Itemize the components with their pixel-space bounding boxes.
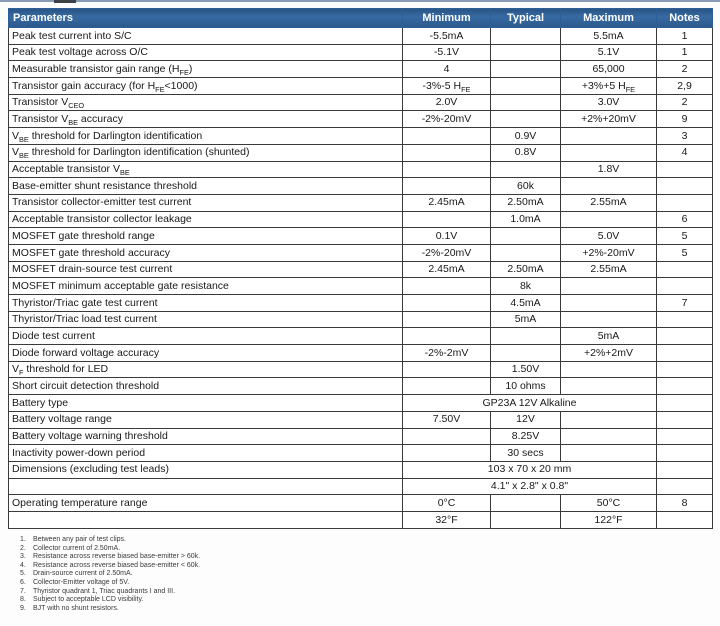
maximum-cell: [561, 295, 657, 312]
footnote: [20, 596, 200, 605]
minimum-cell: -2%-20mV: [403, 244, 491, 261]
parameters-table: [8, 8, 713, 529]
footnote-text: Collector-Emitter voltage of 5V.: [33, 578, 130, 586]
parameter-cell: Peak test current into S/C: [9, 28, 403, 45]
notes-cell: 2,9: [657, 78, 713, 95]
parameter-cell: Battery voltage warning threshold: [9, 428, 403, 445]
notes-cell: [657, 361, 713, 378]
value-cell-span: GP23A 12V Alkaline: [403, 395, 657, 412]
typical-cell: [491, 61, 561, 78]
parameter-cell: $V_{BE}$ threshold for Darlington identification (shunted): [9, 144, 403, 161]
maximum-cell: [561, 445, 657, 462]
typical-cell: 12V: [491, 411, 561, 428]
typical-cell: 0.9V: [491, 128, 561, 145]
notes-cell: 2: [657, 61, 713, 78]
footnote-number: 6.: [20, 578, 26, 586]
notes-cell: [657, 411, 713, 428]
minimum-cell: 32°F: [403, 511, 491, 528]
minimum-cell: 2.45mA: [403, 261, 491, 278]
footnote: [20, 588, 200, 597]
maximum-cell: 65,000: [561, 61, 657, 78]
notes-cell: 7: [657, 295, 713, 312]
parameter-cell: Thyristor/Triac load test current: [9, 311, 403, 328]
parameter-cell: Transistor $V_{CEO}$: [9, 94, 403, 111]
maximum-cell: +2%-20mV: [561, 244, 657, 261]
typical-cell: [491, 244, 561, 261]
notes-cell: [657, 478, 713, 495]
typical-cell: [491, 111, 561, 128]
maximum-cell: [561, 411, 657, 428]
top-edge-dark-mark: [54, 0, 76, 3]
typical-cell: 30 secs: [491, 445, 561, 462]
maximum-cell: 122°F: [561, 511, 657, 528]
minimum-cell: 0.1V: [403, 228, 491, 245]
notes-cell: 1: [657, 44, 713, 61]
column-header-parameters: Parameters: [9, 9, 403, 28]
typical-cell: 60k: [491, 178, 561, 195]
parameter-cell: Acceptable transistor $V_{BE}$: [9, 161, 403, 178]
parameter-cell: [9, 478, 403, 495]
maximum-cell: [561, 211, 657, 228]
parameter-cell: [9, 511, 403, 528]
table-row: [9, 111, 713, 128]
footnotes-list: [20, 536, 200, 613]
notes-cell: [657, 378, 713, 395]
typical-cell: 4.5mA: [491, 295, 561, 312]
maximum-cell: 5.1V: [561, 44, 657, 61]
maximum-cell: +2%+20mV: [561, 111, 657, 128]
notes-cell: 5: [657, 228, 713, 245]
maximum-cell: [561, 128, 657, 145]
parameter-cell: Diode test current: [9, 328, 403, 345]
minimum-cell: [403, 128, 491, 145]
typical-cell: 8k: [491, 278, 561, 295]
footnote-text: Subject to acceptable LCD visibility.: [33, 596, 144, 604]
minimum-cell: [403, 378, 491, 395]
footnote-number: 8.: [20, 596, 26, 604]
footnote-number: 1.: [20, 536, 26, 543]
table-row: [9, 478, 713, 495]
minimum-cell: 0°C: [403, 495, 491, 512]
maximum-cell: 1.8V: [561, 161, 657, 178]
typical-cell: 2.50mA: [491, 261, 561, 278]
notes-cell: [657, 395, 713, 412]
footnote: [20, 545, 200, 554]
footnote: [20, 536, 200, 545]
table-row: [9, 244, 713, 261]
typical-cell: [491, 94, 561, 111]
notes-cell: [657, 261, 713, 278]
notes-cell: 2: [657, 94, 713, 111]
table-row: [9, 461, 713, 478]
maximum-cell: [561, 278, 657, 295]
notes-cell: [657, 328, 713, 345]
maximum-cell: 50°C: [561, 495, 657, 512]
typical-cell: [491, 161, 561, 178]
typical-cell: [491, 345, 561, 362]
parameter-cell: Transistor $V_{BE}$ accuracy: [9, 111, 403, 128]
typical-cell: [491, 228, 561, 245]
footnote: [20, 553, 200, 562]
minimum-cell: 4: [403, 61, 491, 78]
footnote-number: 4.: [20, 561, 26, 569]
typical-cell: 1.50V: [491, 361, 561, 378]
footnote: [20, 562, 200, 571]
table-row: [9, 28, 713, 45]
notes-cell: [657, 345, 713, 362]
notes-cell: [657, 445, 713, 462]
parameter-cell: Measurable transistor gain range $(H_{FE})$: [9, 61, 403, 78]
minimum-cell: 7.50V: [403, 411, 491, 428]
minimum-cell: [403, 295, 491, 312]
typical-cell: [491, 78, 561, 95]
footnote-number: 7.: [20, 587, 26, 595]
value-cell-span: 4.1" x 2.8" x 0.8": [403, 478, 657, 495]
minimum-cell: [403, 178, 491, 195]
typical-cell: 1.0mA: [491, 211, 561, 228]
footnote-text: Thyristor quadrant 1, Triac quadrants I and III.: [33, 587, 176, 595]
table-row: [9, 378, 713, 395]
minimum-cell: [403, 278, 491, 295]
notes-cell: [657, 311, 713, 328]
table-row: [9, 161, 713, 178]
column-header-notes: Notes: [657, 9, 713, 28]
typical-cell: 2.50mA: [491, 194, 561, 211]
maximum-cell: [561, 361, 657, 378]
maximum-cell: +2%+2mV: [561, 345, 657, 362]
footnote-number: 3.: [20, 553, 26, 561]
table-row: [9, 428, 713, 445]
maximum-cell: [561, 378, 657, 395]
table-row: [9, 278, 713, 295]
footnote-number: 9.: [20, 604, 26, 612]
notes-cell: [657, 194, 713, 211]
maximum-cell: 3.0V: [561, 94, 657, 111]
top-edge-artifact: [0, 0, 720, 2]
notes-cell: 6: [657, 211, 713, 228]
notes-cell: 5: [657, 244, 713, 261]
minimum-cell: [403, 361, 491, 378]
footnote-text: Collector current of 2.50mA.: [33, 544, 121, 552]
typical-cell: 0.8V: [491, 144, 561, 161]
table-row: [9, 144, 713, 161]
table-row: [9, 78, 713, 95]
parameter-cell: Thyristor/Triac gate test current: [9, 295, 403, 312]
table-header-row: [9, 9, 713, 28]
notes-cell: 3: [657, 128, 713, 145]
parameter-cell: Inactivity power-down period: [9, 445, 403, 462]
notes-cell: [657, 278, 713, 295]
table-row: [9, 445, 713, 462]
column-header-minimum: Minimum: [403, 9, 491, 28]
parameter-cell: Transistor gain accuracy (for $H_{FE}<1000$): [9, 78, 403, 95]
table-row: [9, 411, 713, 428]
footnote-number: 2.: [20, 544, 26, 552]
notes-cell: 9: [657, 111, 713, 128]
parameter-cell: MOSFET gate threshold range: [9, 228, 403, 245]
typical-cell: [491, 28, 561, 45]
table-row: [9, 495, 713, 512]
footnote: [20, 570, 200, 579]
typical-cell: [491, 495, 561, 512]
minimum-cell: 2.45mA: [403, 194, 491, 211]
parameter-cell: MOSFET drain-source test current: [9, 261, 403, 278]
footnote: [20, 579, 200, 588]
maximum-cell: [561, 428, 657, 445]
parameter-cell: MOSFET gate threshold accuracy: [9, 244, 403, 261]
maximum-cell: [561, 178, 657, 195]
minimum-cell: -5.5mA: [403, 28, 491, 45]
table-row: [9, 128, 713, 145]
minimum-cell: 2.0V: [403, 94, 491, 111]
parameter-cell: $V_F$ threshold for LED: [9, 361, 403, 378]
table-row: [9, 395, 713, 412]
table-row: [9, 511, 713, 528]
notes-cell: [657, 461, 713, 478]
minimum-cell: -5.1V: [403, 44, 491, 61]
minimum-cell: [403, 445, 491, 462]
typical-cell: [491, 511, 561, 528]
table-row: [9, 44, 713, 61]
table-row: [9, 94, 713, 111]
footnote-text: Resistance across reverse biased base-emitter > 60k.: [33, 553, 201, 561]
typical-cell: 10 ohms: [491, 378, 561, 395]
maximum-cell: 2.55mA: [561, 261, 657, 278]
typical-cell: 8.25V: [491, 428, 561, 445]
notes-cell: 4: [657, 144, 713, 161]
typical-cell: 5mA: [491, 311, 561, 328]
table-row: [9, 194, 713, 211]
parameter-cell: Battery type: [9, 395, 403, 412]
parameter-cell: Diode forward voltage accuracy: [9, 345, 403, 362]
footnote-text: BJT with no shunt resistors.: [33, 604, 119, 612]
parameter-cell: Base-emitter shunt resistance threshold: [9, 178, 403, 195]
table-row: [9, 328, 713, 345]
notes-cell: [657, 511, 713, 528]
maximum-cell: 5mA: [561, 328, 657, 345]
minimum-cell: -3%-5 $H_{FE}$: [403, 78, 491, 95]
table-row: [9, 311, 713, 328]
parameter-cell: Acceptable transistor collector leakage: [9, 211, 403, 228]
minimum-cell: [403, 211, 491, 228]
column-header-maximum: Maximum: [561, 9, 657, 28]
footnote-text: Drain-source current of 2.50mA.: [33, 570, 133, 578]
minimum-cell: -2%-2mV: [403, 345, 491, 362]
footnote-text: Resistance across reverse biased base-emitter < 60k.: [33, 561, 201, 569]
value-cell-span: 103 x 70 x 20 mm: [403, 461, 657, 478]
typical-cell: [491, 328, 561, 345]
minimum-cell: [403, 161, 491, 178]
parameter-cell: MOSFET minimum acceptable gate resistance: [9, 278, 403, 295]
table-row: [9, 61, 713, 78]
parameter-cell: $V_{BE}$ threshold for Darlington identification: [9, 128, 403, 145]
notes-cell: [657, 428, 713, 445]
parameter-cell: Peak test voltage across O/C: [9, 44, 403, 61]
parameter-cell: Transistor collector-emitter test current: [9, 194, 403, 211]
typical-cell: [491, 44, 561, 61]
maximum-cell: +3%+5 $H_{FE}$: [561, 78, 657, 95]
parameter-cell: Battery voltage range: [9, 411, 403, 428]
minimum-cell: [403, 311, 491, 328]
maximum-cell: 5.5mA: [561, 28, 657, 45]
parameter-cell: Operating temperature range: [9, 495, 403, 512]
table-row: [9, 178, 713, 195]
table-row: [9, 361, 713, 378]
maximum-cell: [561, 144, 657, 161]
table-row: [9, 295, 713, 312]
notes-cell: [657, 178, 713, 195]
footnote: [20, 605, 200, 614]
table-row: [9, 261, 713, 278]
notes-cell: 8: [657, 495, 713, 512]
table-row: [9, 345, 713, 362]
column-header-typical: Typical: [491, 9, 561, 28]
parameter-cell: Short circuit detection threshold: [9, 378, 403, 395]
footnote-text: Between any pair of test clips.: [33, 536, 126, 543]
parameter-cell: Dimensions (excluding test leads): [9, 461, 403, 478]
minimum-cell: [403, 328, 491, 345]
table-row: [9, 228, 713, 245]
minimum-cell: [403, 144, 491, 161]
maximum-cell: [561, 311, 657, 328]
maximum-cell: 5.0V: [561, 228, 657, 245]
footnote-number: 5.: [20, 570, 26, 578]
notes-cell: 1: [657, 28, 713, 45]
table-row: [9, 211, 713, 228]
minimum-cell: -2%-20mV: [403, 111, 491, 128]
notes-cell: [657, 161, 713, 178]
minimum-cell: [403, 428, 491, 445]
maximum-cell: 2.55mA: [561, 194, 657, 211]
